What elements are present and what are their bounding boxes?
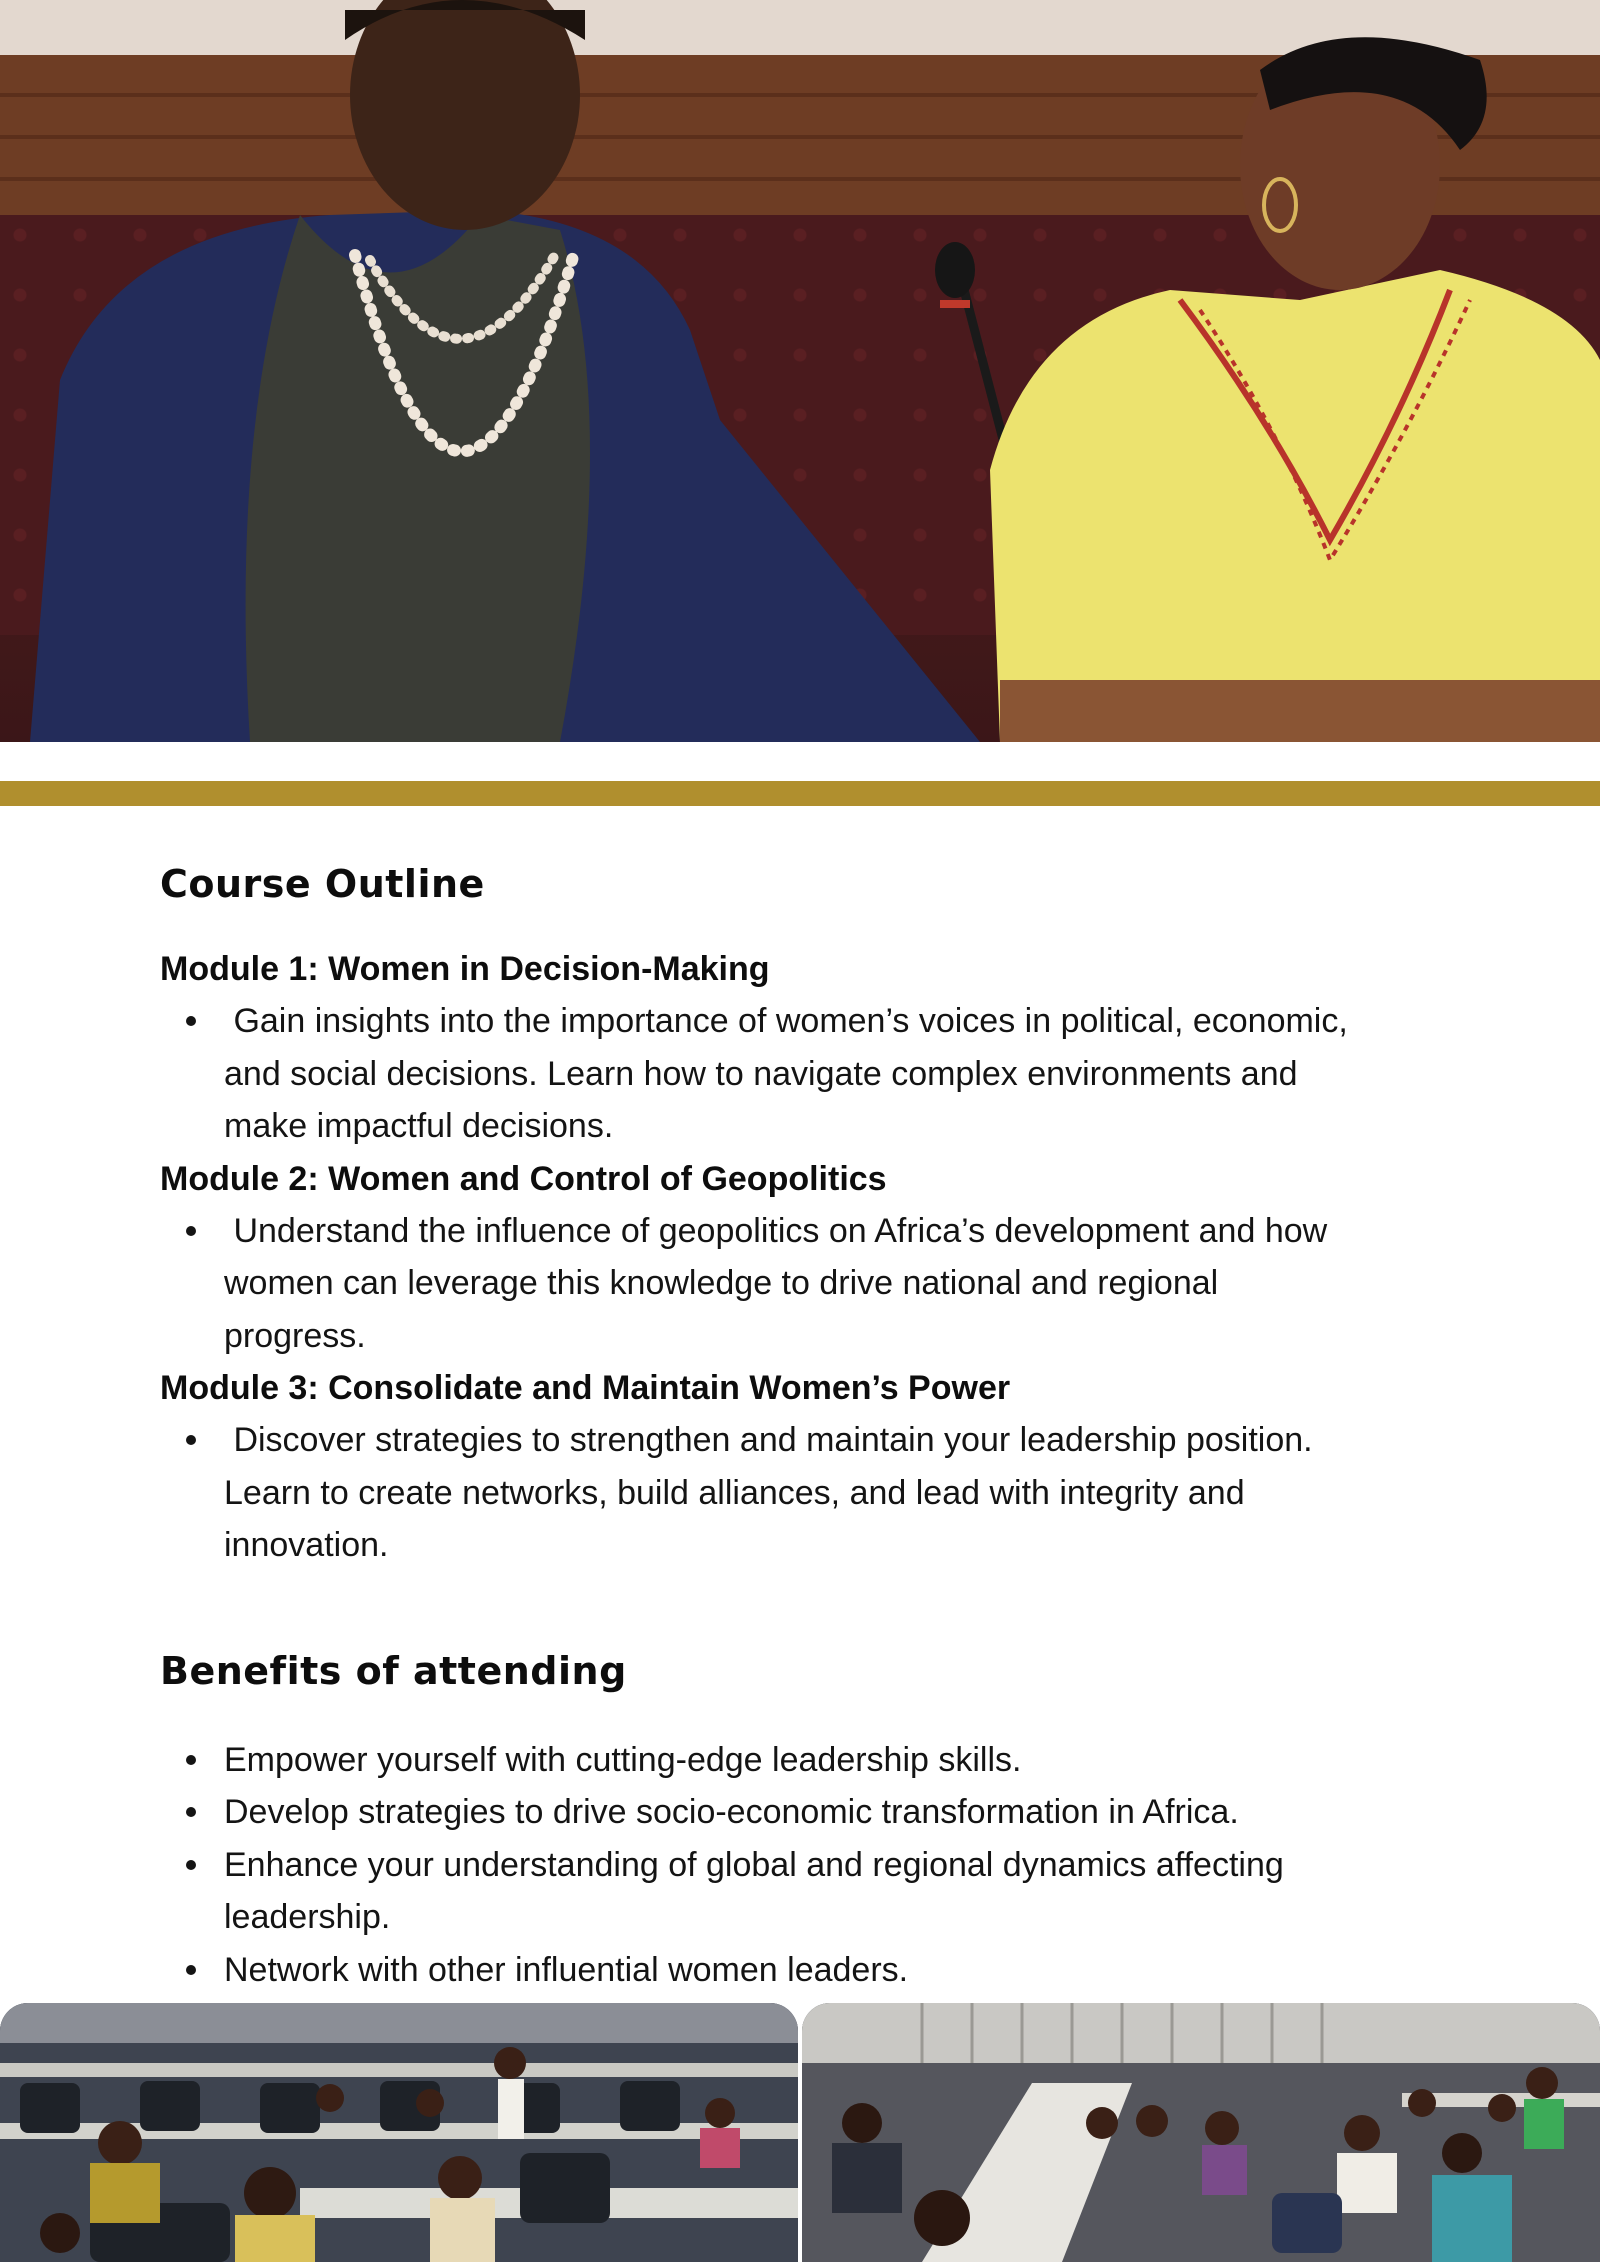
main-content [160,855,1460,1996]
bullet-line: women can leverage this knowledge to drive national and regional [224,1264,1219,1302]
module-block [160,1362,1460,1572]
module-title: Module 3: Consolidate and Maintain Women’s Power [160,1369,1011,1407]
bullet-line: Empower yourself with cutting-edge leadership skills. [224,1740,1022,1779]
bullet-line: Understand the influence of geopolitics on Africa’s development and how [224,1211,1328,1250]
bullet-line: Gain insights into the importance of women’s voices in political, economic, [224,1002,1348,1040]
hero-photo [0,0,1600,742]
bullet-line: Enhance your understanding of global and regional dynamics affecting [224,1845,1284,1884]
bullet-icon [186,1435,196,1445]
list-item [160,1786,1460,1839]
module-title: Module 1: Women in Decision-Making [160,950,770,988]
gold-divider-bar [0,781,1600,806]
module-block [160,943,1460,1153]
list-item [160,1734,1460,1787]
list-item [160,1205,1460,1363]
audience-illustration [0,2003,798,2262]
bullet-icon [186,1965,196,1975]
hero-people-illustration [0,0,1600,742]
bullet-icon [186,1860,196,1870]
bullet-icon [186,1016,196,1026]
bullet-icon [186,1755,196,1765]
bullet-line: make impactful decisions. [224,1107,614,1145]
bullet-line: leadership. [224,1898,391,1936]
list-item [160,995,1460,1153]
bullet-icon [186,1226,196,1236]
list-item [160,1839,1460,1944]
bullet-line: Discover strategies to strengthen and maintain your leadership position. [224,1421,1313,1459]
conference-audience-photo [0,2003,798,2262]
list-item [160,1944,1460,1997]
bullet-line: Learn to create networks, build alliances, and lead with integrity and [224,1473,1245,1512]
conference-hall-photo [802,2003,1600,2262]
bullet-line: innovation. [224,1526,389,1564]
module-bullet-list [160,1205,1460,1363]
bullet-line: Develop strategies to drive socio-economic transformation in Africa. [224,1793,1239,1831]
course-outline-heading: Course Outline [160,862,485,906]
module-bullet-list [160,995,1460,1153]
bullet-icon [186,1807,196,1817]
bullet-line: progress. [224,1316,366,1355]
benefits-heading: Benefits of attending [160,1648,627,1693]
hall-illustration [802,2003,1600,2262]
bullet-line: and social decisions. Learn how to navigate complex environments and [224,1054,1298,1093]
list-item [160,1414,1460,1572]
module-bullet-list [160,1414,1460,1572]
benefits-list [160,1734,1460,1997]
module-block [160,1153,1460,1363]
bullet-line: Network with other influential women leaders. [224,1950,909,1989]
module-title: Module 2: Women and Control of Geopolitics [160,1159,887,1198]
